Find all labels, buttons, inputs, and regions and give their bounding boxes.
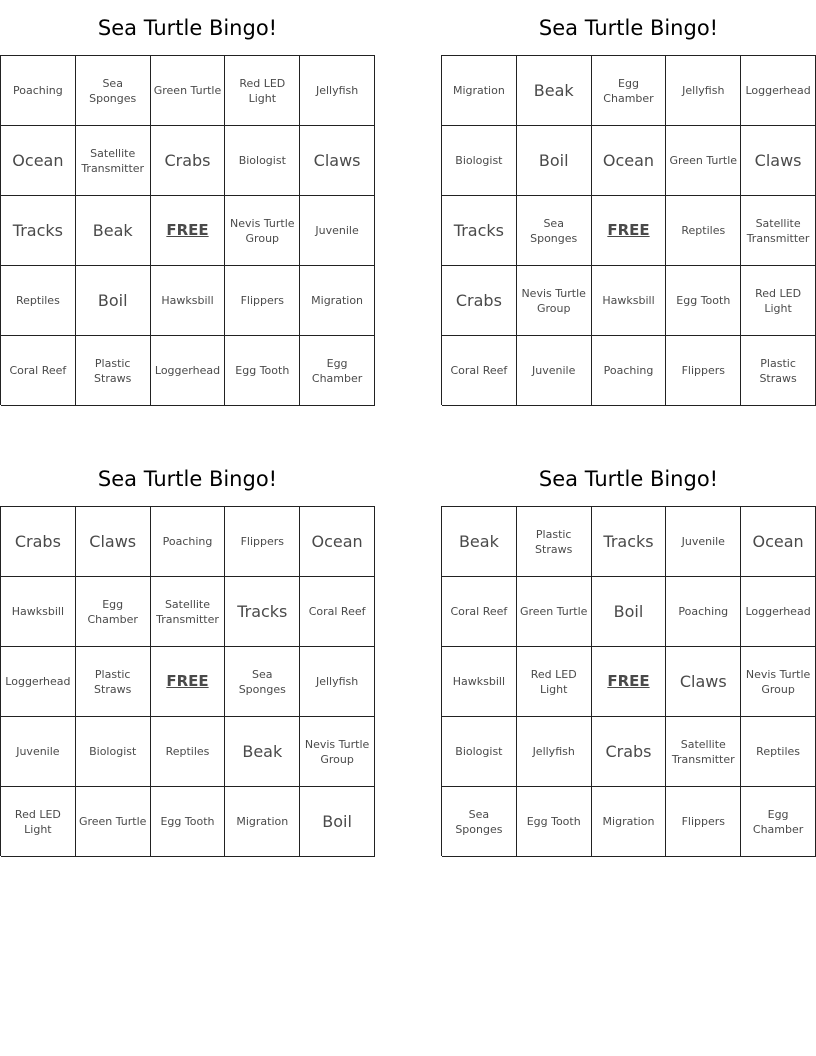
bingo-cell: Sea Sponges [517,196,592,266]
bingo-cell: Egg Chamber [300,336,375,406]
bingo-cell: Tracks [225,577,300,647]
bingo-cell: Claws [666,647,741,717]
free-space: FREE [151,647,226,717]
free-space: FREE [592,196,667,266]
bingo-cell: Flippers [225,507,300,577]
bingo-cell: Juvenile [517,336,592,406]
bingo-grid [441,55,816,405]
card-title: Sea Turtle Bingo! [97,467,278,491]
bingo-cell: Migration [300,266,375,336]
bingo-cell: Beak [442,507,517,577]
bingo-cell: Juvenile [666,507,741,577]
bingo-cell: Migration [442,56,517,126]
bingo-cell: Poaching [592,336,667,406]
bingo-cell: Nevis Turtle Group [741,647,816,717]
bingo-cell: Sea Sponges [225,647,300,717]
bingo-cell: Flippers [666,336,741,406]
bingo-cell: Loggerhead [741,56,816,126]
bingo-cell: Ocean [741,507,816,577]
bingo-cell: Green Turtle [76,787,151,857]
bingo-cell: Satellite Transmitter [76,126,151,196]
bingo-cell: Plastic Straws [76,336,151,406]
bingo-cell: Poaching [666,577,741,647]
bingo-cell: Boil [300,787,375,857]
bingo-cell: Reptiles [151,717,226,787]
bingo-cell: Crabs [151,126,226,196]
bingo-cell: Reptiles [1,266,76,336]
bingo-cell: Flippers [666,787,741,857]
bingo-cell: Crabs [1,507,76,577]
bingo-card [441,0,816,405]
bingo-cell: Egg Chamber [592,56,667,126]
bingo-cell: Biologist [442,126,517,196]
bingo-card [441,451,816,856]
bingo-cell: Tracks [592,507,667,577]
bingo-cell: Juvenile [1,717,76,787]
bingo-cell: Biologist [225,126,300,196]
bingo-cell: Beak [76,196,151,266]
bingo-cell: Nevis Turtle Group [300,717,375,787]
bingo-grid [0,55,375,405]
free-space: FREE [592,647,667,717]
bingo-cell: Boil [592,577,667,647]
bingo-grid [441,506,816,856]
bingo-cell: Crabs [442,266,517,336]
bingo-cell: Tracks [1,196,76,266]
bingo-cell: Boil [517,126,592,196]
bingo-cell: Plastic Straws [517,507,592,577]
bingo-cell: Red LED Light [1,787,76,857]
bingo-cell: Loggerhead [1,647,76,717]
bingo-cell: Biologist [76,717,151,787]
bingo-cell: Egg Tooth [666,266,741,336]
bingo-cell: Flippers [225,266,300,336]
card-title: Sea Turtle Bingo! [97,16,278,40]
card-title: Sea Turtle Bingo! [538,467,719,491]
bingo-cell: Beak [517,56,592,126]
bingo-cell: Sea Sponges [76,56,151,126]
bingo-cell: Ocean [1,126,76,196]
bingo-cell: Egg Tooth [517,787,592,857]
bingo-cell: Plastic Straws [76,647,151,717]
bingo-cell: Ocean [300,507,375,577]
bingo-cell: Reptiles [666,196,741,266]
bingo-cell: Biologist [442,717,517,787]
bingo-cell: Green Turtle [517,577,592,647]
bingo-cell: Claws [741,126,816,196]
bingo-cell: Coral Reef [442,336,517,406]
bingo-cell: Crabs [592,717,667,787]
bingo-cell: Satellite Transmitter [666,717,741,787]
bingo-cell: Green Turtle [151,56,226,126]
bingo-cell: Migration [592,787,667,857]
bingo-cell: Hawksbill [151,266,226,336]
bingo-cell: Egg Tooth [151,787,226,857]
bingo-cell: Egg Chamber [741,787,816,857]
free-space: FREE [151,196,226,266]
bingo-cell: Beak [225,717,300,787]
bingo-cell: Coral Reef [442,577,517,647]
bingo-card [0,0,375,405]
bingo-cell: Tracks [442,196,517,266]
bingo-cell: Ocean [592,126,667,196]
bingo-cell: Hawksbill [1,577,76,647]
bingo-cell: Claws [76,507,151,577]
bingo-cell: Green Turtle [666,126,741,196]
bingo-cell: Nevis Turtle Group [225,196,300,266]
bingo-cell: Egg Tooth [225,336,300,406]
bingo-cell: Sea Sponges [442,787,517,857]
bingo-cell: Satellite Transmitter [151,577,226,647]
bingo-card [0,451,375,856]
bingo-cell: Jellyfish [666,56,741,126]
bingo-cell: Loggerhead [151,336,226,406]
bingo-grid [0,506,375,856]
card-title: Sea Turtle Bingo! [538,16,719,40]
bingo-cell: Plastic Straws [741,336,816,406]
bingo-cell: Jellyfish [300,56,375,126]
bingo-cell: Juvenile [300,196,375,266]
bingo-cell: Poaching [151,507,226,577]
bingo-cell: Hawksbill [592,266,667,336]
bingo-cell: Migration [225,787,300,857]
bingo-cell: Hawksbill [442,647,517,717]
bingo-cell: Satellite Transmitter [741,196,816,266]
bingo-cell: Coral Reef [1,336,76,406]
bingo-cell: Nevis Turtle Group [517,266,592,336]
bingo-cell: Coral Reef [300,577,375,647]
bingo-cell: Boil [76,266,151,336]
bingo-cell: Reptiles [741,717,816,787]
bingo-cell: Poaching [1,56,76,126]
bingo-cell: Red LED Light [517,647,592,717]
bingo-cell: Jellyfish [300,647,375,717]
bingo-cell: Claws [300,126,375,196]
bingo-cell: Loggerhead [741,577,816,647]
bingo-cell: Red LED Light [741,266,816,336]
bingo-cell: Egg Chamber [76,577,151,647]
bingo-cell: Red LED Light [225,56,300,126]
bingo-cell: Jellyfish [517,717,592,787]
